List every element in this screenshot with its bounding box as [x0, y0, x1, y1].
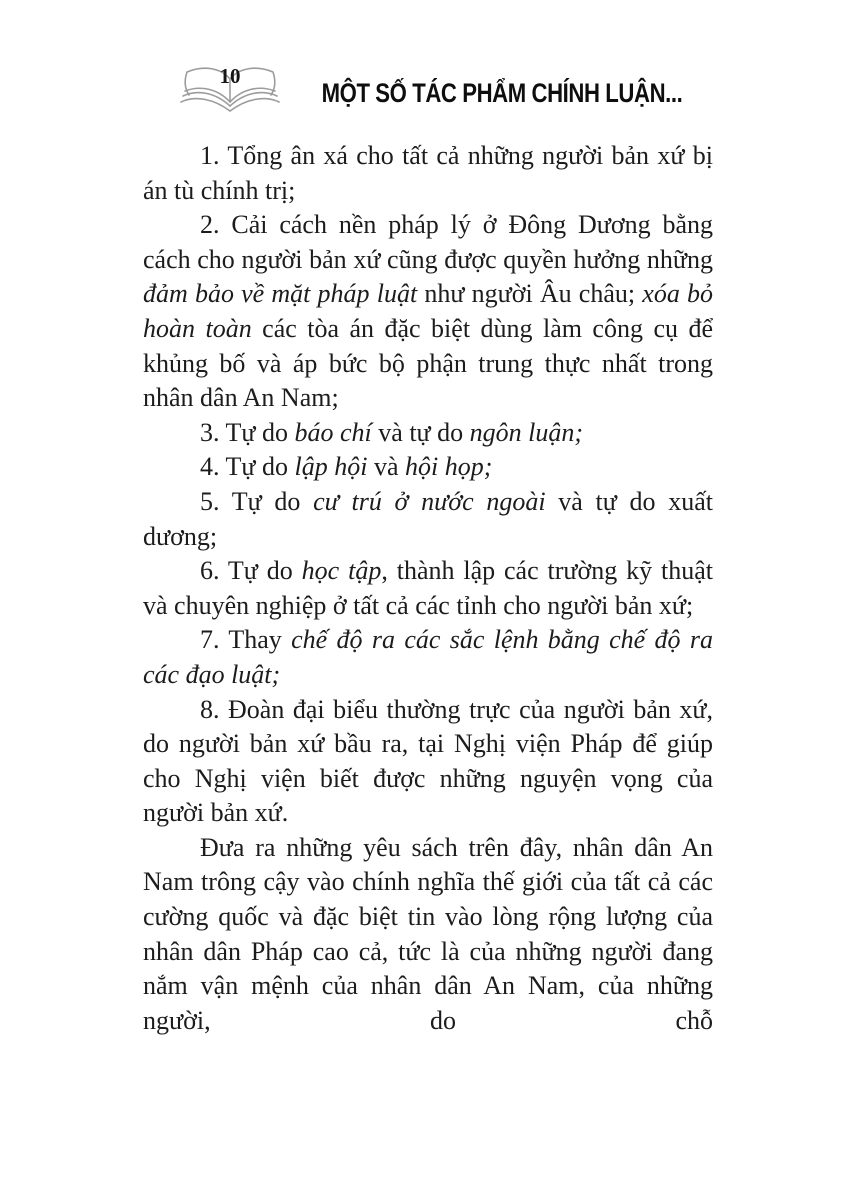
text-run: như người Âu châu;: [417, 279, 643, 309]
italic-text-run: xóa bỏ hoàn toàn: [143, 279, 713, 343]
text-run: 2. Cải cách nền pháp lý ở Đông Dương bằng cách cho người bản xứ cũng được quyền hưởng những: [143, 210, 713, 274]
text-run: , thành lập các trường kỹ thuật và chuyên nghiệp ở tất cả các tỉnh cho người bản xứ;: [143, 556, 714, 620]
italic-text-run: hội họp;: [405, 452, 493, 482]
paragraph: [143, 831, 713, 1039]
italic-text-run: ngôn luận;: [469, 417, 584, 447]
text-run: 3. Tự do: [200, 417, 295, 447]
text-run: Đưa ra những yêu sách trên đây, nhân dân An Nam trông cậy vào chính nghĩa thế giới của tất cả các cường quốc và đặc biệt tin vào lòng rộng lượng của nhân dân Pháp cao cả, tức là của những người đang nắm vận mệnh của nhân dân An Nam, của những người, do chỗ: [143, 832, 713, 1035]
paragraph: [143, 693, 713, 831]
text-run: các tòa án đặc biệt dùng làm công cụ để khủng bố và áp bức bộ phận trung thực nhất trong nhân dân An Nam;: [143, 313, 713, 413]
italic-text-run: lập hội: [294, 452, 368, 482]
paragraph: [143, 416, 713, 451]
text-run: 7. Thay: [200, 625, 292, 655]
italic-text-run: chế độ ra các sắc lệnh bằng chế độ ra các đạo luật;: [143, 625, 714, 689]
page-title: MỘT SỐ TÁC PHẨM CHÍNH LUẬN...: [321, 78, 683, 108]
italic-text-run: học tập: [301, 556, 382, 586]
text-run: 5. Tự do: [200, 486, 314, 516]
text-run: 8. Đoàn đại biểu thường trực của người bản xứ, do người bản xứ bầu ra, tại Nghị viện Pháp để giúp cho Nghị viện biết được những nguyện vọng của người bản xứ.: [143, 694, 713, 828]
paragraph: [143, 208, 713, 416]
text-run: và tự do xuất dương;: [143, 486, 713, 551]
page-number-badge: [178, 62, 282, 120]
italic-text-run: báo chí: [294, 417, 372, 447]
text-run: và: [367, 452, 406, 482]
paragraph: [143, 139, 713, 208]
italic-text-run: cư trú ở nước ngoài: [313, 486, 546, 516]
paragraph: [143, 450, 713, 485]
paragraph: [143, 485, 713, 554]
text-run: 4. Tự do: [200, 452, 295, 482]
text-run: 6. Tự do: [200, 556, 302, 586]
italic-text-run: đảm bảo về mặt pháp luật: [143, 279, 418, 309]
text-run: và tự do: [371, 417, 470, 447]
text-run: 1. Tổng ân xá cho tất cả những người bản xứ bị án tù chính trị;: [143, 141, 713, 205]
page-number: 10: [219, 64, 241, 88]
paragraph: [143, 623, 713, 692]
paragraph: [143, 554, 713, 623]
running-head: [282, 78, 683, 109]
page-header: [0, 0, 841, 132]
page-body: [143, 139, 713, 1038]
